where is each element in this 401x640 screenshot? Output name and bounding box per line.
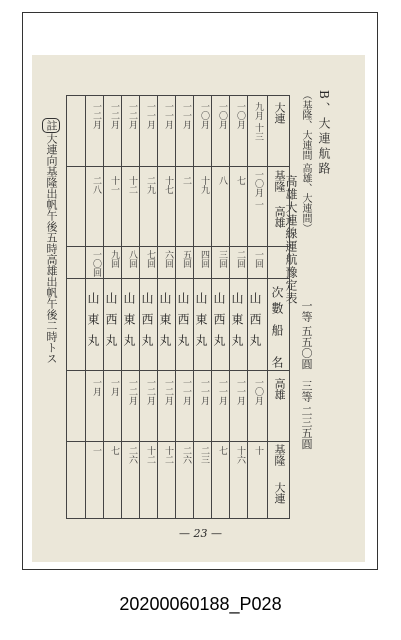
row9-date-a: 一二月 [109,102,119,129]
page-number: — 23 — [179,527,222,540]
row5-date-a: 一一月 [181,102,191,129]
row2-r-b: 十六 [235,446,245,464]
header-r-dalian: 大連 [273,482,286,504]
header-r-keelung: 基隆 [273,444,286,466]
row4-ship: 山東丸 [194,292,208,355]
row6-date-b: 十七 [163,176,173,194]
row7-date-a: 一一月 [145,102,155,129]
row7-r-a: 一二月 [145,378,155,405]
row1-num: 一回 [253,250,263,268]
row1-date-a: 九月 十三 [253,102,263,141]
row4-date-a: 一〇月 [199,102,209,129]
row2-ship: 山東丸 [230,292,244,355]
footnote-text: 大連向基隆出帆午後五時高雄出帆午後二時トス [45,133,58,364]
row1-r-b: 十 [253,446,263,455]
route-heading [298,90,313,233]
row2-r-a: 一一月 [235,378,245,405]
row10-date-a: 一二月 [91,102,101,129]
row6-r-a: 一二月 [163,378,173,405]
row8-ship: 山東丸 [122,292,136,355]
row6-r-b: 十二 [163,446,173,464]
row4-r-a: 一一月 [199,378,209,405]
row8-date-a: 一二月 [127,102,137,129]
row3-date-b: 八 [217,176,227,185]
header-r-kaohsiung: 高雄 [273,378,286,400]
row8-num: 八回 [127,250,137,268]
row7-ship: 山西丸 [140,292,154,355]
row5-date-b: 二 [181,176,191,185]
row1-ship: 山西丸 [248,292,262,355]
image-caption: 20200060188_P028 [119,594,282,614]
row9-date-b: 十一 [109,176,119,194]
row8-r-a: 一二月 [127,378,137,405]
footnote-mark: 註 [42,118,60,133]
schedule-title: 高雄大連線運航豫定表 [284,175,298,305]
row9-r-a: 一月 [109,378,119,396]
schedule-table [66,95,290,519]
row10-r-a: 一月 [91,378,101,396]
row3-ship: 山西丸 [212,292,226,355]
header-port-kaohsiung: 高雄 [273,206,286,228]
row10-r-b: 一 [91,446,101,455]
row6-ship: 山東丸 [158,292,172,355]
row3-r-b: 七 [217,446,227,455]
route-paren: （基隆、大連間 高雄、大連間） [300,90,311,234]
row6-num: 六回 [163,250,173,268]
row3-date-a: 一〇月 [217,102,227,129]
row10-date-b: 二八 [91,176,101,194]
row10-ship: 山東丸 [86,292,100,355]
header-port-keelung: 基隆 [273,170,286,192]
row7-r-b: 十二 [145,446,155,464]
header-voyage: 次數 [270,286,284,318]
fare-first: 一等 五五〇圓 [300,300,313,370]
row2-date-b: 七 [235,176,245,185]
row5-r-b: 二六 [181,446,191,464]
row4-r-b: 二三 [199,446,209,464]
row8-date-b: 十二 [127,176,137,194]
row3-num: 三回 [217,250,227,268]
row9-r-b: 七 [109,446,119,455]
row1-r-a: 一〇月 [253,378,263,405]
row5-r-a: 一一月 [181,378,191,405]
row7-date-b: 二九 [145,176,155,194]
row8-r-b: 二六 [127,446,137,464]
row3-r-a: 一一月 [217,378,227,405]
row1-date-b: 一〇月 一 [253,170,263,209]
row4-date-b: 十九 [199,176,209,194]
row4-num: 四回 [199,250,209,268]
row2-num: 二回 [235,250,245,268]
row5-ship: 山西丸 [176,292,190,355]
header-port-dalian: 大連 [273,102,286,124]
row9-num: 九回 [109,250,119,268]
row2-date-a: 一〇月 [235,102,245,129]
row6-date-a: 一一月 [163,102,173,129]
section-heading: B、大連航路 [317,90,331,177]
header-ship: 船 名 [270,324,284,372]
row5-num: 五回 [181,250,191,268]
footnote [42,118,60,364]
row7-num: 七回 [145,250,155,268]
row9-ship: 山西丸 [104,292,118,355]
row10-num: 一〇回 [91,250,101,277]
fare-third: 三等 二三五圓 [300,380,313,450]
